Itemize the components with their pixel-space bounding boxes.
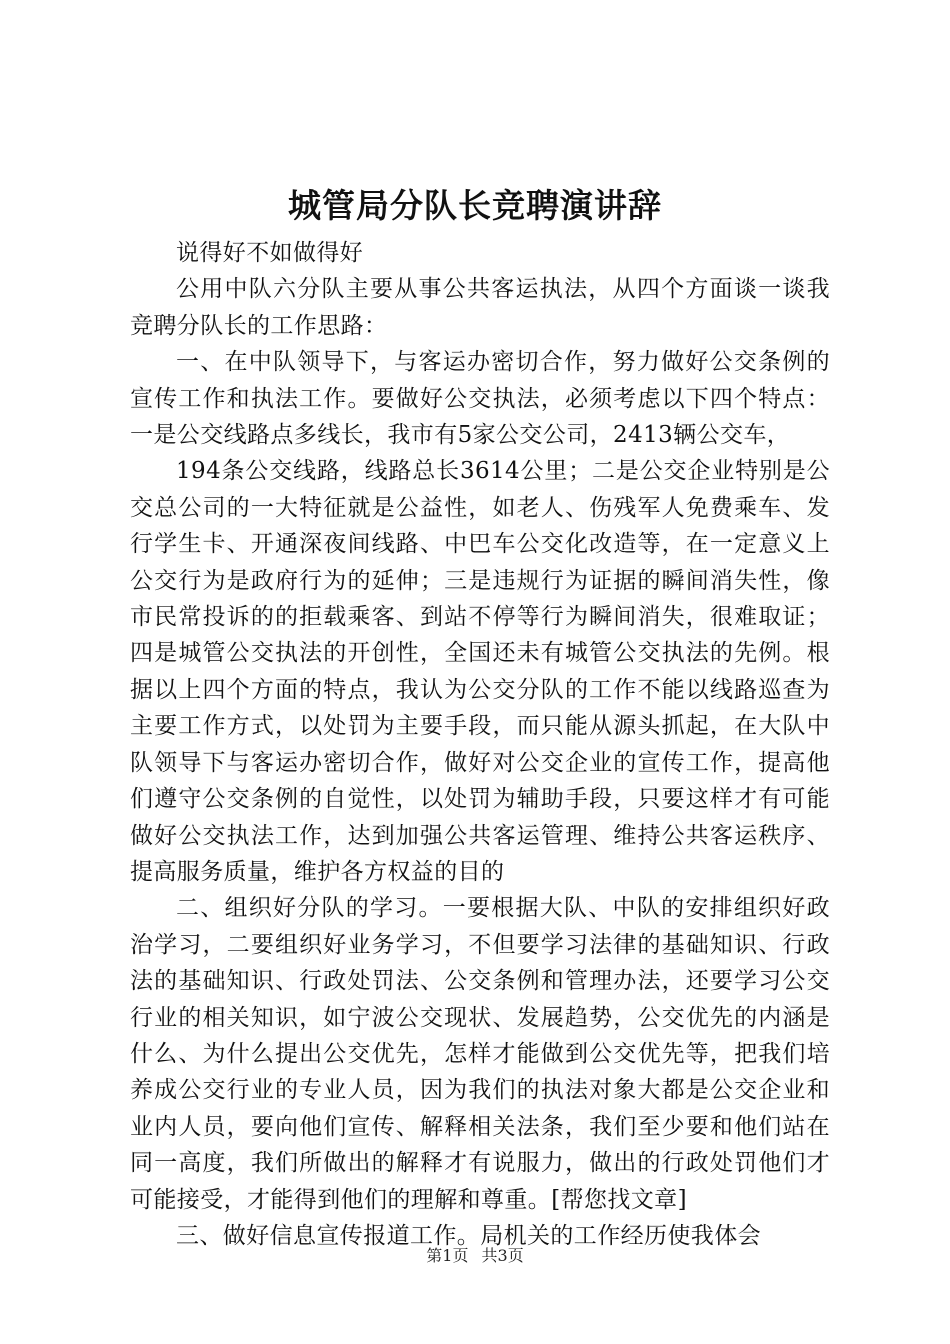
paragraph-point-one: 一、在中队领导下，与客运办密切合作，努力做好公交条例的宣传工作和执法工作。要做好公交执法，必须考虑以下四个特点：一是公交线路点多线长，我市有5家公交公司，2413辆公交车， [130, 349, 830, 449]
document-body [130, 235, 830, 1254]
page-number: 第1页 [426, 1246, 469, 1265]
paragraph-intro: 公用中队六分队主要从事公共客运执法，从四个方面谈一谈我竞聘分队长的工作思路： [130, 276, 830, 339]
paragraph-point-three: 三、做好信息宣传报道工作。局机关的工作经历使我体会 [176, 1222, 761, 1249]
document-title: 城管局分队长竞聘演讲辞 [288, 186, 662, 225]
page-footer [0, 1244, 950, 1268]
paragraph-point-one-details: 194条公交线路，线路总长3614公里；二是公交企业特别是公交总公司的一大特征就是公益性，如老人、伤残军人免费乘车、发行学生卡、开通深夜间线路、中巴车公交化改造等，在一定意义上公交行为是政府行为的延伸；三是违规行为证据的瞬间消失性，像市民常投诉的的拒载乘客、到站不停等行为瞬间消失，很难取证；四是城管公交执法的开创性，全国还未有城管公交执法的先例。根据以上四个方面的特点，我认为公交分队的工作不能以线路巡查为主要工作方式，以处罚为主要手段，而只能从源头抓起，在大队中队领导下与客运办密切合作，做好对公交企业的宣传工作，提高他们遵守公交条例的自觉性，以处罚为辅助手段，只要这样才有可能做好公交执法工作，达到加强公共客运管理、维持公共客运秩序、提高服务质量，维护各方权益的目的 [130, 458, 830, 885]
page-total: 共3页 [481, 1246, 524, 1265]
paragraph-motto: 说得好不如做得好 [176, 240, 364, 266]
paragraph-point-two: 二、组织好分队的学习。一要根据大队、中队的安排组织好政治学习，二要组织好业务学习，不但要学习法律的基础知识、行政法的基础知识、行政处罚法、公交条例和管理办法，还要学习公交行业的相关知识，如宁波公交现状、发展趋势，公交优先的内涵是什么、为什么提出公交优先，怎样才能做到公交优先等，把我们培养成公交行业的专业人员，因为我们的执法对象大都是公交企业和业内人员，要向他们宣传、解释相关法条，我们至少要和他们站在同一高度，我们所做出的解释才有说服力，做出的行政处罚他们才可能接受，才能得到他们的理解和尊重。[帮您找文章] [130, 895, 830, 1213]
